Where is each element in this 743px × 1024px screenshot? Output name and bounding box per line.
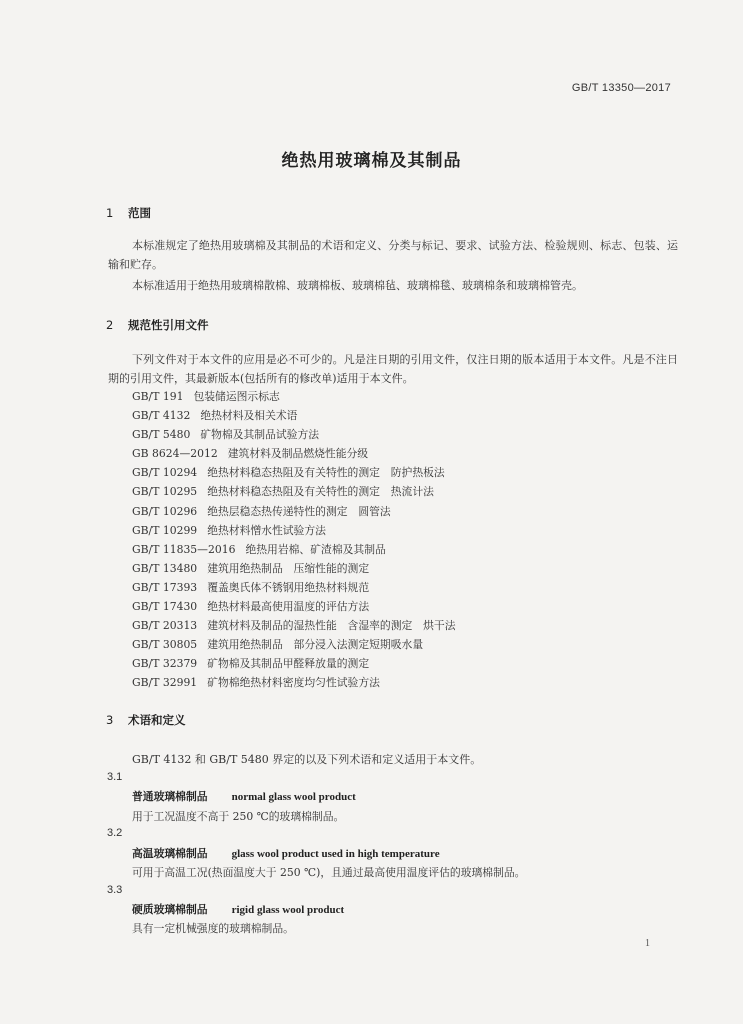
section-1-paragraph-2: 本标准适用于绝热用玻璃棉散棉、玻璃棉板、玻璃棉毡、玻璃棉毯、玻璃棉条和玻璃棉管壳。 [132, 279, 583, 292]
reference-title: 矿物棉及其制品甲醛释放量的测定 [207, 657, 370, 671]
term-definition: 具有一定机械强度的玻璃棉制品。 [132, 922, 294, 935]
reference-code: GB/T 5480 [132, 428, 191, 442]
reference-title: 建筑用绝热制品 压缩性能的测定 [207, 561, 370, 575]
reference-code: GB/T 20313 [132, 619, 198, 633]
reference-item [132, 387, 456, 406]
reference-title: 矿物棉绝热材料密度均匀性试验方法 [207, 676, 380, 690]
section-title: 范围 [128, 206, 151, 220]
section-1-heading [106, 205, 151, 221]
reference-title: 覆盖奥氏体不锈钢用绝热材料规范 [207, 580, 370, 594]
document-title: 绝热用玻璃棉及其制品 [281, 151, 462, 171]
reference-item [132, 540, 456, 559]
reference-title: 绝热用岩棉、矿渣棉及其制品 [245, 542, 386, 556]
reference-item [132, 578, 456, 597]
term-chinese: 普通玻璃棉制品 [132, 790, 208, 803]
reference-item [132, 502, 456, 521]
section-1-paragraph-1: 本标准规定了绝热用玻璃棉及其制品的术语和定义、分类与标记、要求、试验方法、检验规则、标志、包装、运输和贮存。 [108, 239, 678, 271]
reference-code: GB/T 10299 [132, 523, 198, 537]
reference-code: GB/T 32379 [132, 657, 198, 671]
section-2-heading [106, 317, 209, 333]
reference-code: GB/T 10294 [132, 466, 198, 480]
term-entry [132, 846, 440, 861]
reference-code: GB/T 17430 [132, 600, 198, 614]
reference-item [132, 425, 456, 444]
section-title: 规范性引用文件 [128, 318, 209, 332]
clause-number: 3.1 [107, 771, 123, 783]
reference-code: GB/T 4132 [132, 409, 191, 423]
section-title: 术语和定义 [128, 713, 186, 727]
term-chinese: 高温玻璃棉制品 [132, 847, 208, 860]
reference-code: GB/T 30805 [132, 638, 198, 652]
section-3-intro: GB/T 4132 和 GB/T 5480 界定的以及下列术语和定义适用于本文件。 [132, 753, 482, 766]
reference-title: 绝热材料及相关术语 [200, 409, 298, 423]
term-entry [132, 902, 344, 917]
clause-number: 3.3 [107, 884, 123, 896]
reference-item [132, 616, 456, 635]
reference-title: 绝热层稳态热传递特性的测定 圆管法 [207, 504, 391, 518]
reference-code: GB/T 10295 [132, 485, 198, 499]
reference-title: 建筑用绝热制品 部分浸入法测定短期吸水量 [207, 638, 424, 652]
reference-item [132, 559, 456, 578]
section-3-heading [106, 712, 186, 728]
term-english: normal glass wool product [231, 791, 356, 803]
reference-item [132, 673, 456, 692]
reference-item [132, 463, 456, 482]
section-2-intro: 下列文件对于本文件的应用是必不可少的。凡是注日期的引用文件，仅注日期的版本适用于本文件。凡是不注日期的引用文件，其最新版本(包括所有的修改单)适用于本文件。 [108, 353, 678, 385]
reference-title: 建筑材料及制品的湿热性能 含湿率的测定 烘干法 [207, 619, 456, 633]
reference-item [132, 597, 456, 616]
reference-title: 绝热材料稳态热阻及有关特性的测定 防护热板法 [207, 466, 445, 480]
reference-title: 绝热材料憎水性试验方法 [207, 523, 326, 537]
reference-title: 包装储运图示标志 [193, 390, 280, 403]
term-definition: 用于工况温度不高于 250 ℃的玻璃棉制品。 [132, 810, 345, 823]
term-chinese: 硬质玻璃棉制品 [132, 903, 208, 916]
reference-title: 建筑材料及制品燃烧性能分级 [227, 447, 369, 461]
clause-number: 3.2 [107, 827, 123, 839]
reference-item [132, 406, 456, 425]
reference-list [132, 387, 456, 693]
reference-code: GB/T 191 [132, 390, 184, 403]
section-number: 2 [106, 318, 114, 332]
term-definition: 可用于高温工况(热面温度大于 250 ℃)，且通过最高使用温度评估的玻璃棉制品。 [132, 866, 526, 879]
reference-code: GB/T 13480 [132, 561, 198, 575]
term-english: rigid glass wool product [231, 904, 345, 916]
section-number: 1 [106, 206, 114, 220]
standard-code: GB/T 13350—2017 [571, 82, 671, 94]
reference-code: GB/T 11835—2016 [132, 542, 236, 556]
reference-title: 矿物棉及其制品试验方法 [200, 428, 320, 442]
reference-item [132, 635, 456, 654]
reference-code: GB/T 17393 [132, 580, 198, 594]
reference-code: GB/T 10296 [132, 504, 198, 518]
reference-title: 绝热材料稳态热阻及有关特性的测定 热流计法 [207, 485, 434, 499]
page-number: 1 [645, 938, 650, 949]
term-english: glass wool product used in high temperature [231, 848, 440, 860]
reference-code: GB/T 32991 [132, 676, 198, 690]
reference-code: GB 8624—2012 [132, 447, 218, 461]
section-number: 3 [106, 713, 114, 727]
reference-item [132, 444, 456, 463]
reference-title: 绝热材料最高使用温度的评估方法 [207, 600, 370, 614]
reference-item [132, 482, 456, 501]
term-entry [132, 789, 356, 804]
reference-item [132, 521, 456, 540]
reference-item [132, 654, 456, 673]
